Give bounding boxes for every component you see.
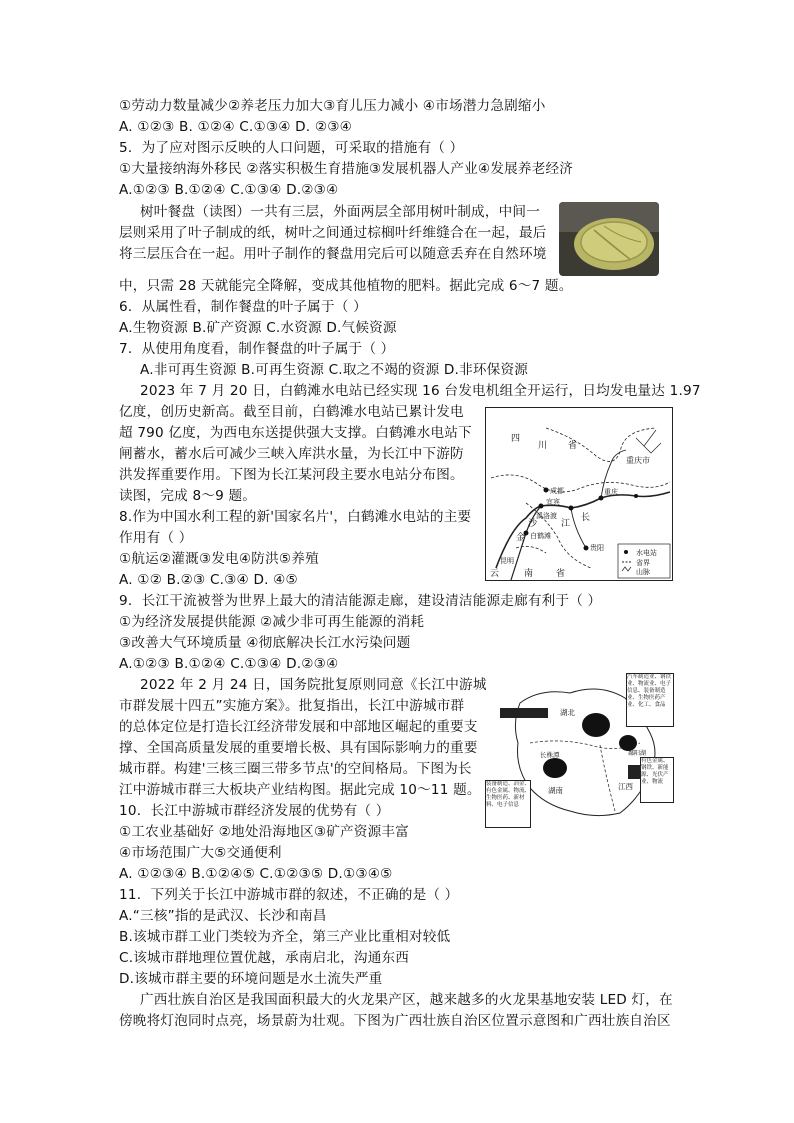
q11-stem: 11．下列关于长江中游城市群的叙述，不正确的是（ ） <box>119 887 459 903</box>
map1-station-baihetan: 白鹤滩 <box>530 532 551 540</box>
map1-legend-mountain: 山脉 <box>636 568 650 576</box>
baihetan-para-line1: 2023 年 7 月 20 日，白鹤滩水电站已经实现 16 台发电机组全开运行，日均发电量达 1.97 <box>140 383 701 399</box>
leaf-plate-para-line1: 树叶餐盘（读图）一共有三层，外面两层全部用树叶制成，中间一 <box>140 204 541 220</box>
leaf-plate-para-line3: 将三层压合在一起。用叶子制作的餐盘用完后可以随意丢弃在自然环境 <box>119 246 547 262</box>
city-cluster-para-line4: 撑、全国高质量发展的重要增长极、具有国际影响力的重要 <box>119 740 478 756</box>
q5-choices: A.①②③ B.①②④ C.①③④ D.②③④ <box>119 182 339 198</box>
leaf-plate-para-line2: 层则采用了叶子制成的纸，树叶之间通过棕榈叶纤维缝合在一起，最后 <box>119 225 547 241</box>
map1-legend <box>618 544 670 578</box>
map2-panel-wuhan: 汽车制造业、钢铁业、物流业、电子信息、装备制造业、生物医药产业、化工、食品 <box>626 673 674 727</box>
q11-choice-b: B.该城市群工业门类较为齐全，第三产业比重相对较低 <box>119 929 451 945</box>
map1-legend-border: 省界 <box>636 559 650 567</box>
guangxi-para-line1: 广西壮族自治区是我国面积最大的火龙果产区，越来越多的火龙果基地安装 LED 灯，在 <box>140 992 673 1008</box>
q11-choice-d: D.该城市群主要的环境问题是水土流失严重 <box>119 971 383 987</box>
map1-city-chengdu: 成都 <box>550 487 564 495</box>
baihetan-para-line4: 闸蓄水，蓄水后可减少三峡入库洪水量，为长江中下游防 <box>119 446 464 462</box>
q6-choices: A.生物资源 B.矿产资源 C.水资源 D.气候资源 <box>119 320 397 336</box>
city-cluster-para-line1: 2022 年 2 月 24 日，国务院批复原则同意《长江中游城 <box>140 677 487 693</box>
baihetan-para-line3: 超 790 亿度，为西电东送提供强大支撑。白鹤滩水电站下 <box>119 425 472 441</box>
map1-label-sheng2: 省 <box>556 569 566 579</box>
q9-stem: 9．长江干流被誉为世界上最大的清洁能源走廊，建设清洁能源走廊有利于（ ） <box>119 593 602 609</box>
q11-choice-a: A.“三核”指的是武汉、长沙和南昌 <box>119 908 327 924</box>
baihetan-para-line5: 洪发挥重要作用。下图为长江某河段主要水电站分布图。 <box>119 467 464 483</box>
leaf-plate-photo <box>559 202 659 276</box>
q9-options-row1: ①为经济发展提供能源 ②减少非可再生能源的消耗 <box>119 614 425 630</box>
map1-city-chongqing: 重庆 <box>604 488 618 496</box>
q4-choices: A. ①②③ B. ①②④ C.①③④ D. ②③④ <box>119 119 352 135</box>
q4-options-list: ①劳动力数量减少②养老压力加大③育儿压力减小 ④市场潜力急剧缩小 <box>119 98 546 114</box>
map1-city-yibin: 宜宾 <box>546 498 560 506</box>
map2-label-hunan: 湖南 <box>548 786 563 795</box>
q11-choice-c: C.该城市群地理位置优越，承南启北，沟通东西 <box>119 950 410 966</box>
map2-label-hubei: 湖北 <box>560 708 575 717</box>
q9-choices: A.①②③ B.①②④ C.①③④ D.②③④ <box>119 656 339 672</box>
guangxi-para-line2: 傍晚将灯泡同时点亮，场景蔚为壮观。下图为广西壮族自治区位置示意图和广西壮族自治区 <box>119 1013 671 1029</box>
map1-label-yun: 云 <box>490 569 500 579</box>
map2-label-jiangxi: 江西 <box>618 782 633 791</box>
q5-options-list: ①大量接纳海外移民 ②落实积极生育措施③发展机器人产业④发展养老经济 <box>119 161 574 177</box>
map1-legend-station: 水电站 <box>636 549 657 557</box>
leaf-plate-para-line4: 中，只需 28 天就能完全降解，变成其他植物的肥料。据此完成 6～7 题。 <box>119 278 573 294</box>
q6-stem: 6．从属性看，制作餐盘的叶子属于（ ） <box>119 299 367 315</box>
map2-label-poyang: 鄱阳湖 <box>628 750 647 757</box>
q10-options-row1: ①工农业基础好 ②地处沿海地区③矿产资源丰富 <box>119 824 409 840</box>
map1-river-sha: 沙 <box>528 519 538 529</box>
baihetan-para-line2: 亿度，创历史新高。截至目前，白鹤滩水电站已累计发电 <box>119 404 464 420</box>
q5-stem: 5．为了应对图示反映的人口问题，可采取的措施有（ ） <box>119 140 464 156</box>
q8-options-list: ①航运②灌溉③发电④防洪⑤养殖 <box>119 551 319 567</box>
map1-label-nan: 南 <box>524 569 534 579</box>
map2-panel-changsha: 装备制造、冶金、有色金属、物流、生物医药、新材料、电子信息 <box>485 780 531 828</box>
q10-stem: 10．长江中游城市群经济发展的优势有（ ） <box>119 803 390 819</box>
map1-label-si: 四 <box>511 434 521 444</box>
q8-stem: 8.作为中国水利工程的新'国家名片'，白鹤滩水电站的主要 <box>119 509 472 525</box>
map1-river-jin: 金 <box>516 533 526 543</box>
map2-panel-nanchang: 有色金属、钢铁、新能源、光伏产业、物流 <box>640 757 674 803</box>
map2-label-changzhutan: 长株潭 <box>540 751 560 759</box>
city-cluster-para-line3: 的总体定位是打造长江经济带发展和中部地区崛起的重要支 <box>119 719 478 735</box>
map1-label-chuan: 川 <box>538 441 548 451</box>
q8-stem-cont: 作用有（ ） <box>119 530 193 546</box>
q7-choices: A.非可再生资源 B.可再生资源 C.取之不竭的资源 D.非环保资源 <box>140 362 529 378</box>
q9-options-row2: ③改善大气环境质量 ④彻底解决长江水污染问题 <box>119 635 411 651</box>
q10-options-row2: ④市场范围广大⑤交通便利 <box>119 845 282 861</box>
city-cluster-para-line6: 江中游城市群三大板块产业结构图。据此完成 10～11 题。 <box>119 782 481 798</box>
hydropower-map <box>485 407 673 581</box>
baihetan-para-line6: 读图，完成 8～9 题。 <box>119 488 257 504</box>
q8-choices: A. ①② B.②③ C.③④ D. ④⑤ <box>119 572 298 588</box>
map1-city-guiyang: 贵阳 <box>590 544 604 552</box>
city-cluster-para-line5: 城市群。构建'三核三圈三带多节点'的空间格局。下图为长 <box>119 761 472 777</box>
map1-river-chang: 长 <box>581 513 591 523</box>
city-cluster-para-line2: 市群发展十四五”实施方案》。批复指出，长江中游城市群 <box>119 698 465 714</box>
map1-river-jiang: 江 <box>561 519 571 529</box>
q10-choices: A. ①②③④ B.①②④⑤ C.①②③⑤ D.①③④⑤ <box>119 866 393 882</box>
q7-stem: 7．从使用角度看，制作餐盘的叶子属于（ ） <box>119 341 395 357</box>
map1-label-sheng: 省 <box>568 441 578 451</box>
map1-city-kunming: 昆明 <box>500 557 514 565</box>
map1-label-chongqing: 重庆市 <box>626 456 650 465</box>
map1-station-xiluodu: 溪洛渡 <box>536 512 557 520</box>
